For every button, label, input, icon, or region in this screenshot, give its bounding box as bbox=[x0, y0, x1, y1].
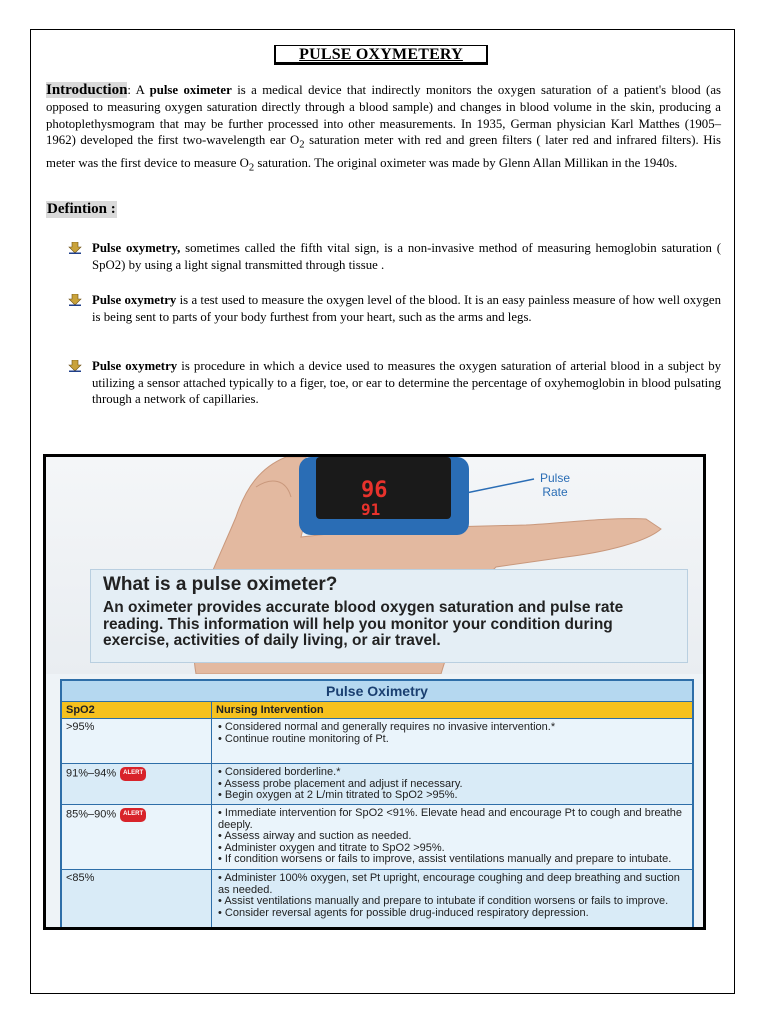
definition-text: sometimes called the fifth vital sign, is a non-invasive method of measuring hemoglobin saturation ( SpO2) by using a light signal transmitted through tissue . bbox=[92, 241, 721, 272]
table-body bbox=[62, 719, 692, 930]
intervention-item: • Assist ventilations manually and prepare to intubate if condition worsens or fails to improve. bbox=[218, 896, 686, 908]
arrow-down-bullet-icon bbox=[68, 360, 82, 372]
pulse-oximetry-table bbox=[60, 679, 694, 929]
definition-term: Pulse oxymetry, bbox=[92, 241, 181, 255]
oximeter-info-box bbox=[90, 569, 688, 663]
intervention-item: • Administer 100% oxygen, set Pt upright, encourage coughing and deep breathing and suction as needed. bbox=[218, 873, 686, 896]
spo2-range: <85% bbox=[62, 870, 212, 930]
intro-bold-term: pulse oximeter bbox=[149, 83, 232, 97]
definition-term: Pulse oxymetry bbox=[92, 293, 177, 307]
intro-text-end: saturation. The original oximeter was made by Glenn Allan Millikan in the 1940s. bbox=[254, 155, 678, 170]
intervention-cell bbox=[212, 764, 692, 804]
definition-label: Defintion : bbox=[47, 201, 116, 217]
table-header bbox=[62, 702, 692, 719]
intro-text-main: is a medical device that indirectly monitors the oxygen saturation of a patient's blood (as opposed to measuring oxygen saturation directly through a blood sample) and changes in blood volume in the skin, producing a photoplethysmogram that may be further processed into other measurements. In 1935, German physician Karl Matthes (1905–1962) developed the first two-wavelength ear O bbox=[46, 83, 721, 148]
intervention-item: • Continue routine monitoring of Pt. bbox=[218, 734, 686, 746]
table-header-spo2: SpO2 bbox=[62, 702, 212, 718]
table-row bbox=[62, 719, 692, 764]
pulse-rate-callout bbox=[540, 471, 570, 499]
definition-item bbox=[68, 358, 721, 408]
page-title: PULSE OXYMETERY bbox=[276, 46, 486, 62]
pulse-rate-label-2: Rate bbox=[542, 485, 568, 499]
page-title-box bbox=[274, 45, 488, 65]
spo2-range: >95% bbox=[62, 719, 212, 763]
table-title: Pulse Oximetry bbox=[62, 681, 692, 702]
table-row bbox=[62, 805, 692, 870]
introduction-label: Introduction bbox=[46, 82, 128, 98]
spo2-range-cell bbox=[62, 764, 212, 804]
device-spo2-reading: 96 bbox=[361, 478, 388, 503]
introduction-paragraph bbox=[46, 82, 721, 177]
intervention-item: • If condition worsens or fails to improve, assist ventilations manually and prepare to intubate. bbox=[218, 854, 686, 866]
intro-subscript-1: 2 bbox=[299, 139, 305, 151]
intervention-item: • Assess airway and suction as needed. bbox=[218, 831, 686, 843]
intervention-item: • Administer oxygen and titrate to SpO2 >95%. bbox=[218, 843, 686, 855]
definition-term: Pulse oxymetry bbox=[92, 359, 178, 373]
spo2-range: 91%–94% bbox=[66, 767, 117, 780]
oximeter-question: What is a pulse oximeter? bbox=[103, 574, 338, 595]
table-row bbox=[62, 764, 692, 805]
intervention-item: • Considered borderline.* bbox=[218, 767, 686, 779]
intervention-cell bbox=[212, 805, 692, 869]
intro-text-before: : A bbox=[127, 83, 150, 97]
spo2-range: 85%–90% bbox=[66, 808, 117, 821]
spo2-range-cell bbox=[62, 805, 212, 869]
intervention-cell bbox=[212, 719, 692, 763]
intervention-item: • Consider reversal agents for possible drug-induced respiratory depression. bbox=[218, 908, 686, 920]
intervention-item: • Begin oxygen at 2 L/min titrated to SpO2 >95%. bbox=[218, 790, 686, 802]
definition-text: is a test used to measure the oxygen level of the blood. It is an easy painless measure of how well oxygen is being sent to parts of your body furthest from your heart, such as the arms and legs. bbox=[92, 293, 721, 324]
device-pulse-reading: 91 bbox=[361, 500, 381, 519]
intro-subscript-2: 2 bbox=[248, 162, 255, 174]
intervention-item: • Immediate intervention for SpO2 <91%. Elevate head and encourage Pt to cough and breathe deeply. bbox=[218, 808, 686, 831]
pulse-oximeter-figure bbox=[43, 454, 706, 930]
table-row bbox=[62, 870, 692, 930]
definition-item bbox=[68, 292, 721, 325]
pulse-rate-label-1: Pulse bbox=[540, 471, 571, 485]
arrow-down-bullet-icon bbox=[68, 242, 82, 254]
oximeter-answer: An oximeter provides accurate blood oxygen saturation and pulse rate reading. This information will help you monitor your condition during exercise, activities of daily living, or air travel. bbox=[103, 599, 624, 649]
intervention-item: • Considered normal and generally requires no invasive intervention.* bbox=[218, 722, 686, 734]
table-header-intervention: Nursing Intervention bbox=[216, 704, 324, 716]
intervention-item: • Assess probe placement and adjust if necessary. bbox=[218, 779, 686, 791]
alert-badge: ALERT bbox=[120, 808, 146, 822]
hand-photo bbox=[46, 457, 703, 674]
definition-text: is procedure in which a device used to measures the oxygen saturation of arterial blood in a subject by utilizing a sensor attached typically to a figer, toe, or ear to determine the percentage of oxyhemoglobin in blood pulsating through a network of capillaries. bbox=[92, 359, 721, 406]
definition-item bbox=[68, 240, 721, 273]
intro-text-mid: saturation meter with red and green filters ( later red and infrared filters). His meter was the first device to measure O bbox=[46, 133, 721, 170]
alert-badge: ALERT bbox=[120, 767, 146, 781]
arrow-down-bullet-icon bbox=[68, 294, 82, 306]
intervention-cell bbox=[212, 870, 692, 930]
